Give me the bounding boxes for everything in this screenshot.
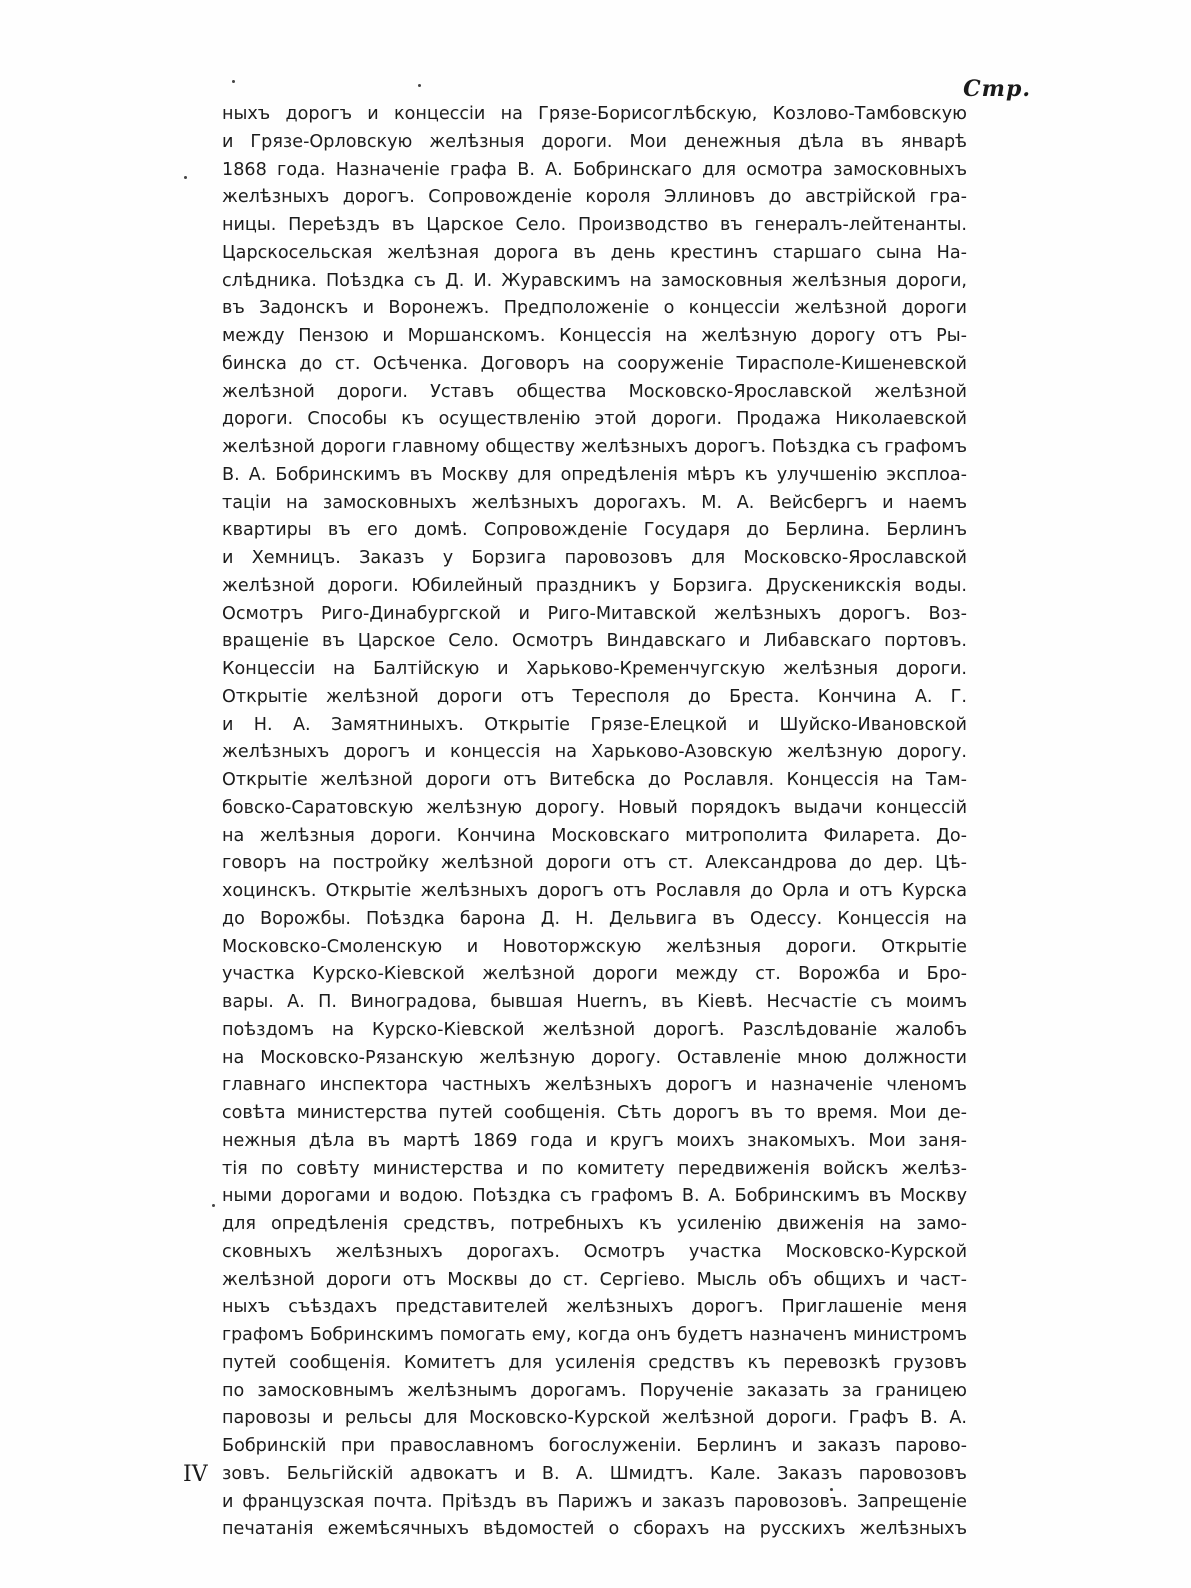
text-line: хоцинскъ. Открытіе желѣзныхъ дорогъ отъ Рославля до Орла и отъ Курска: [222, 881, 967, 901]
text-line: квартиры въ его домѣ. Сопровожденіе Государя до Берлина. Берлинъ: [222, 520, 967, 541]
text-line: ныхъ дорогъ и концессіи на Грязе-Борисоглѣбскую, Козлово-Тамбовскую: [222, 104, 967, 124]
print-speck: [232, 80, 235, 83]
text-line: въ Задонскъ и Воронежъ. Предположеніе о концессіи желѣзной дороги: [222, 298, 967, 319]
text-line: графомъ Бобринскимъ помогать ему, когда онъ будетъ назначенъ министромъ: [222, 1325, 967, 1345]
text-line: ницы. Переѣздъ въ Царское Село. Производство въ генералъ-лейтенанты.: [222, 215, 967, 235]
text-line: на желѣзныя дороги. Кончина Московскаго митрополита Филарета. До-: [222, 825, 967, 846]
print-speck: [418, 84, 421, 87]
text-line: Московско-Смоленскую и Новоторжскую желѣзныя дороги. Открытіе: [222, 936, 967, 957]
text-line: В. А. Бобринскимъ въ Москву для опредѣленія мѣръ къ улучшенію эксплоа-: [222, 464, 967, 485]
text-line: путей сообщенія. Комитетъ для усиленія средствъ къ перевозкѣ грузовъ: [222, 1352, 967, 1373]
print-speck: [184, 176, 187, 179]
page-header-label: Стр.: [963, 76, 1031, 102]
text-line: говоръ на постройку желѣзной дороги отъ ст. Александрова до дер. Цѣ-: [222, 853, 967, 874]
text-line: таціи на замосковныхъ желѣзныхъ дорогахъ. М. А. Вейсбергъ и наемъ: [222, 492, 967, 513]
page-number: IV: [183, 1462, 208, 1487]
text-line: Открытіе желѣзной дороги отъ Тересполя до Бреста. Кончина А. Г.: [222, 686, 967, 707]
text-line: ными дорогами и водою. Поѣздка съ графомъ В. А. Бобринскимъ въ Москву: [222, 1186, 967, 1207]
text-line: желѣзной дороги. Юбилейный праздникъ у Борзига. Друскеникскія воды.: [222, 575, 967, 596]
print-speck: [212, 1204, 215, 1207]
text-line: сковныхъ желѣзныхъ дорогахъ. Осмотръ участка Московско-Курской: [222, 1241, 967, 1262]
text-line: на Московско-Рязанскую желѣзную дорогу. Оставленіе мною должности: [222, 1047, 967, 1068]
text-line: вращеніе въ Царское Село. Осмотръ Виндавскаго и Либавскаго портовъ.: [222, 631, 967, 652]
text-line: зовъ. Бельгійскій адвокатъ и В. А. Шмидтъ. Кале. Заказъ паровозовъ: [222, 1463, 967, 1484]
text-line: паровозы и рельсы для Московско-Курской желѣзной дороги. Графъ В. А.: [222, 1408, 967, 1429]
text-line: Царскосельская желѣзная дорога въ день крестинъ старшаго сына На-: [222, 242, 967, 263]
text-line: желѣзныхъ дорогъ и концессія на Харьково-Азовскую желѣзную дорогу.: [222, 742, 967, 763]
print-speck: [830, 1488, 833, 1491]
text-line: между Пензою и Моршанскомъ. Концессія на желѣзную дорогу отъ Ры-: [222, 326, 967, 346]
text-line: желѣзной дороги главному обществу желѣзныхъ дорогъ. Поѣздка съ графомъ: [222, 437, 967, 457]
text-line: поѣздомъ на Курско-Кіевской желѣзной дорогѣ. Разслѣдованіе жалобъ: [222, 1019, 967, 1040]
text-line: ныхъ съѣздахъ представителей желѣзныхъ дорогъ. Приглашеніе меня: [222, 1297, 967, 1318]
text-line: Бобринскій при православномъ богослуженіи. Берлинъ и заказъ парово-: [222, 1436, 967, 1456]
text-line: нежныя дѣла въ мартѣ 1869 года и кругъ моихъ знакомыхъ. Мои заня-: [222, 1130, 967, 1151]
text-line: 1868 года. Назначеніе графа В. А. Бобринскаго для осмотра замосковныхъ: [222, 159, 967, 180]
text-line: и Грязе-Орловскую желѣзныя дороги. Мои денежныя дѣла въ январѣ: [222, 131, 967, 152]
text-line: до Ворожбы. Поѣздка барона Д. Н. Дельвига въ Одессу. Концессія на: [222, 908, 967, 929]
text-line: желѣзной дороги. Уставъ общества Московско-Ярославской желѣзной: [222, 381, 967, 402]
text-line: желѣзныхъ дорогъ. Сопровожденіе короля Эллиновъ до австрійской гра-: [222, 187, 967, 208]
text-line: дороги. Способы къ осуществленію этой дороги. Продажа Николаевской: [222, 409, 967, 430]
text-line: совѣта министерства путей сообщенія. Сѣть дорогъ въ то время. Мои де-: [222, 1103, 967, 1123]
text-line: бинска до ст. Осѣченка. Договоръ на сооруженіе Тирасполе-Кишеневской: [222, 353, 967, 374]
text-line: слѣдника. Поѣздка съ Д. И. Журавскимъ на замосковныя желѣзныя дороги,: [222, 270, 967, 291]
text-line: и Хемницъ. Заказъ у Борзига паровозовъ для Московско-Ярославской: [222, 548, 967, 568]
text-line: и Н. А. Замятниныхъ. Открытіе Грязе-Елецкой и Шуйско-Ивановской: [222, 714, 967, 735]
text-line: для опредѣленія средствъ, потребныхъ къ усиленію движенія на замо-: [222, 1214, 967, 1234]
text-line: Осмотръ Риго-Динабургской и Риго-Митавской желѣзныхъ дорогъ. Воз-: [222, 603, 967, 624]
text-line: Открытіе желѣзной дороги отъ Витебска до Рославля. Концессія на Там-: [222, 770, 967, 790]
text-line: вары. А. П. Виноградова, бывшая Huernъ, въ Кіевѣ. Несчастіе съ моимъ: [222, 992, 967, 1012]
text-line: участка Курско-Кіевской желѣзной дороги между ст. Ворожба и Бро-: [222, 964, 967, 985]
text-line: Концессіи на Балтійскую и Харьково-Кременчугскую желѣзныя дороги.: [222, 659, 967, 679]
text-line: бовско-Саратовскую желѣзную дорогу. Новый порядокъ выдачи концессій: [222, 797, 967, 818]
text-line: тія по совѣту министерства и по комитету передвиженія войскъ желѣз-: [222, 1158, 967, 1179]
table-of-contents-text: [222, 101, 967, 1544]
text-line: по замосковнымъ желѣзнымъ дорогамъ. Порученіе заказать за границею: [222, 1380, 967, 1401]
text-line: печатанія ежемѣсячныхъ вѣдомостей о сборахъ на русскихъ желѣзныхъ: [222, 1519, 967, 1540]
text-line: главнаго инспектора частныхъ желѣзныхъ дорогъ и назначеніе членомъ: [222, 1075, 967, 1096]
text-line: и французская почта. Пріѣздъ въ Парижъ и заказъ паровозовъ. Запрещеніе: [222, 1491, 967, 1512]
text-line: желѣзной дороги отъ Москвы до ст. Сергіево. Мысль объ общихъ и част-: [222, 1269, 967, 1290]
